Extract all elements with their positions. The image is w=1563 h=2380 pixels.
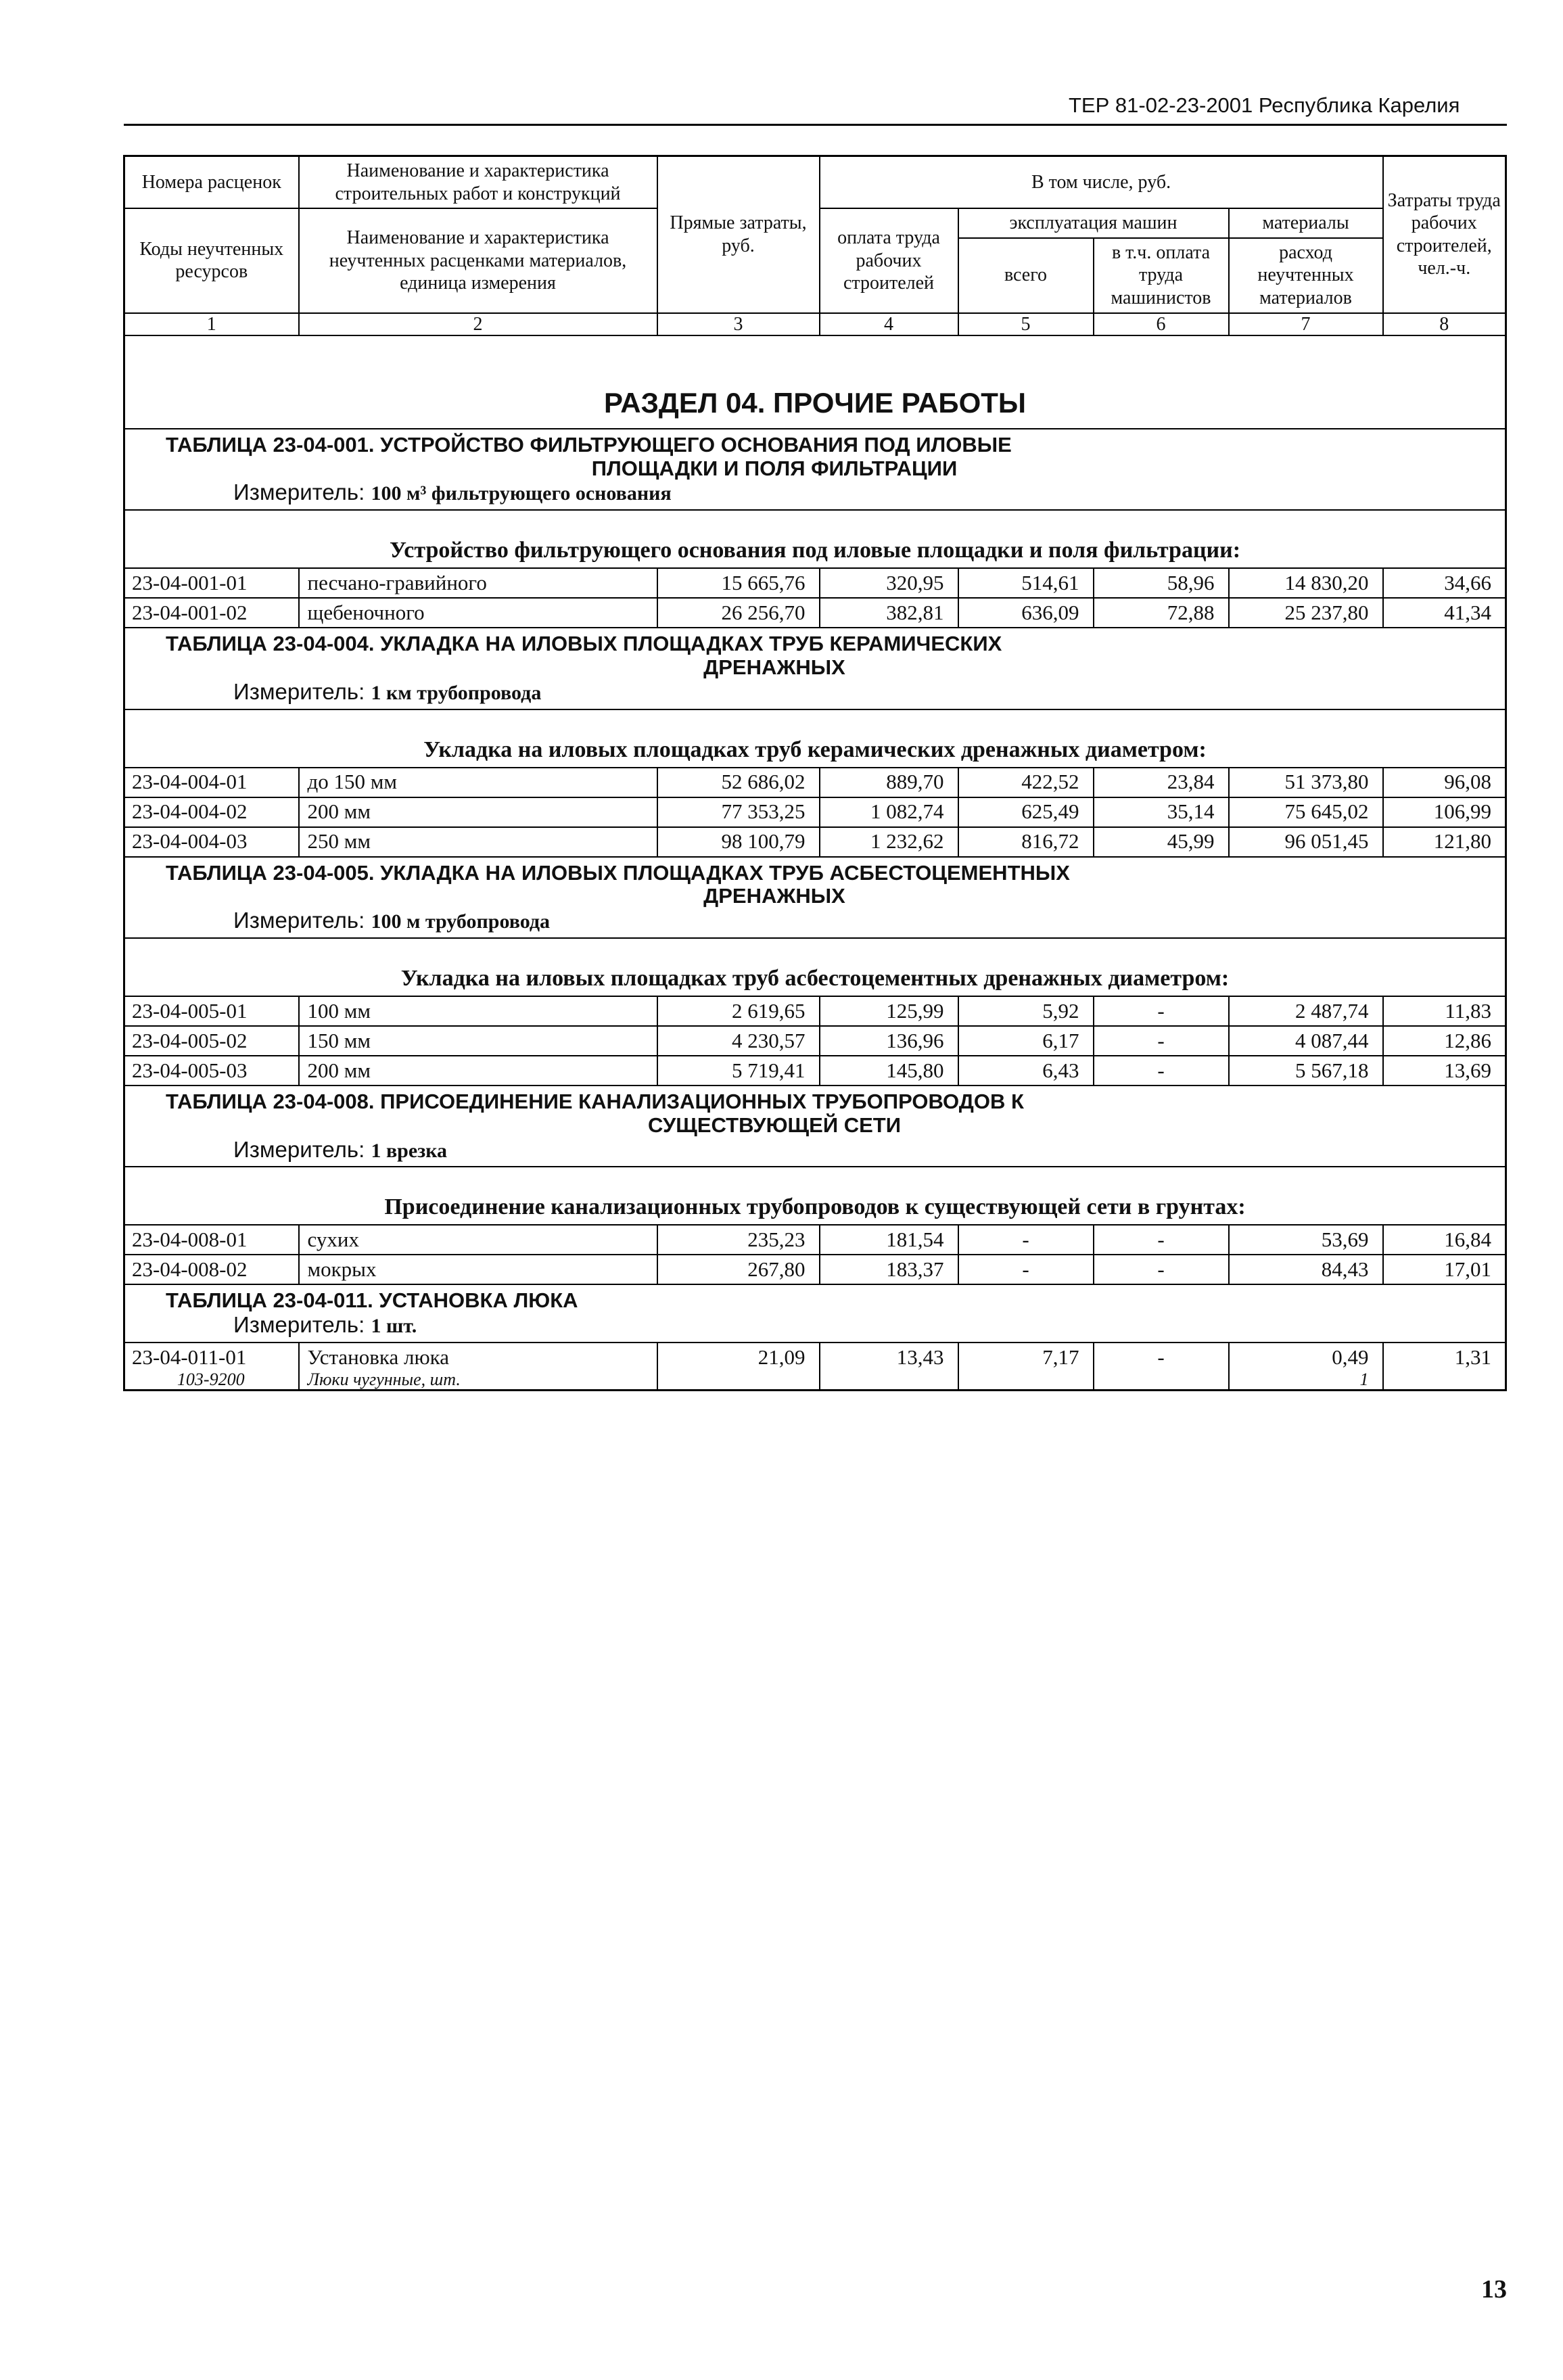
section-title: РАЗДЕЛ 04. ПРОЧИЕ РАБОТЫ: [124, 335, 1506, 429]
machines-total: 422,52: [958, 768, 1094, 797]
labor-hours: 34,66: [1383, 568, 1506, 598]
table-row: [124, 1026, 1506, 1056]
material-quantity: 1: [1359, 1369, 1369, 1389]
meter-label: Измеритель:: [233, 1136, 365, 1162]
materials: 53,69: [1229, 1225, 1383, 1255]
work-name: 200 мм: [299, 797, 657, 827]
labor-hours: 121,80: [1383, 827, 1506, 857]
table-title-line: ПЛОЩАДКИ И ПОЛЯ ФИЛЬТРАЦИИ: [591, 456, 958, 480]
operator-wages: -: [1094, 996, 1229, 1026]
worker-wages: 1 232,62: [820, 827, 958, 857]
work-name: 200 мм: [299, 1056, 657, 1086]
table-title-23-04-011: [124, 1284, 1506, 1343]
materials: 2 487,74: [1229, 996, 1383, 1026]
worker-wages: 382,81: [820, 598, 958, 628]
table-row: [124, 1343, 1506, 1390]
column-number: 5: [958, 313, 1094, 335]
header-rule: [124, 124, 1507, 126]
rate-code: 23-04-005-02: [124, 1026, 299, 1056]
table-meter: [166, 1313, 1464, 1338]
labor-hours: 11,83: [1383, 996, 1506, 1026]
group-heading: Присоединение канализационных трубопроводов к существующей сети в грунтах:: [124, 1167, 1506, 1225]
header-worker-wages: оплата труда рабочих строителей: [820, 208, 958, 312]
work-name: до 150 мм: [299, 768, 657, 797]
direct-costs: 15 665,76: [657, 568, 820, 598]
operator-wages: 72,88: [1094, 598, 1229, 628]
table-title-line: ТАБЛИЦА 23-04-005. УКЛАДКА НА ИЛОВЫХ ПЛОЩАДКАХ ТРУБ АСБЕСТОЦЕМЕНТНЫХ: [166, 860, 1070, 885]
machines-total: 6,17: [958, 1026, 1094, 1056]
table-meter: [166, 1138, 1464, 1163]
direct-costs: 235,23: [657, 1225, 820, 1255]
meter-value: 1 шт.: [371, 1315, 417, 1338]
labor-hours: 96,08: [1383, 768, 1506, 797]
labor-hours: 16,84: [1383, 1225, 1506, 1255]
header-operator-wages: в т.ч. оплата труда машинистов: [1094, 238, 1229, 313]
table-title-line: ТАБЛИЦА 23-04-008. ПРИСОЕДИНЕНИЕ КАНАЛИЗАЦИОННЫХ ТРУБОПРОВОДОВ К: [166, 1090, 1024, 1114]
meter-label: Измеритель:: [233, 480, 365, 505]
meter-value: 100 м³ фильтрующего основания: [371, 482, 672, 505]
table-row: [124, 598, 1506, 628]
column-number: 1: [124, 313, 299, 335]
worker-wages: 889,70: [820, 768, 958, 797]
work-name: 150 мм: [299, 1026, 657, 1056]
table-title-line: СУЩЕСТВУЮЩЕЙ СЕТИ: [648, 1113, 901, 1137]
direct-costs: 5 719,41: [657, 1056, 820, 1086]
header-direct-costs: Прямые затраты, руб.: [657, 156, 820, 313]
operator-wages: 23,84: [1094, 768, 1229, 797]
table-row: [124, 1225, 1506, 1255]
direct-costs: 267,80: [657, 1255, 820, 1284]
column-number: 2: [299, 313, 657, 335]
labor-hours: 1,31: [1383, 1343, 1506, 1390]
column-number: 4: [820, 313, 958, 335]
table-title-23-04-004: [124, 628, 1506, 709]
meter-value: 1 км трубопровода: [371, 681, 542, 704]
meter-label: Измеритель:: [233, 1312, 365, 1338]
materials: 4 087,44: [1229, 1026, 1383, 1056]
table-title-23-04-001: [124, 429, 1506, 510]
machines-total: 514,61: [958, 568, 1094, 598]
machines-total: 6,43: [958, 1056, 1094, 1086]
operator-wages: -: [1094, 1255, 1229, 1284]
direct-costs: 2 619,65: [657, 996, 820, 1026]
machines-total: 5,92: [958, 996, 1094, 1026]
direct-costs: 21,09: [657, 1343, 820, 1390]
document-code-header: ТЕР 81-02-23-2001 Республика Карелия: [1069, 93, 1460, 117]
rate-code: 23-04-005-01: [124, 996, 299, 1026]
header-resource-codes: Коды неучтенных ресурсов: [124, 208, 299, 312]
table-row: [124, 568, 1506, 598]
labor-hours: 17,01: [1383, 1255, 1506, 1284]
direct-costs: 26 256,70: [657, 598, 820, 628]
worker-wages: 13,43: [820, 1343, 958, 1390]
operator-wages: 35,14: [1094, 797, 1229, 827]
table-title-23-04-005: [124, 857, 1506, 938]
page-number: 13: [1481, 2275, 1507, 2304]
operator-wages: -: [1094, 1056, 1229, 1086]
header-machine-operation: эксплуатация машин: [958, 208, 1229, 238]
materials: 5 567,18: [1229, 1056, 1383, 1086]
table-title-line: ДРЕНАЖНЫХ: [703, 655, 845, 680]
table-title-line: ТАБЛИЦА 23-04-001. УСТРОЙСТВО ФИЛЬТРУЮЩЕГО ОСНОВАНИЯ ПОД ИЛОВЫЕ: [166, 432, 1012, 457]
table-row: [124, 797, 1506, 827]
labor-hours: 106,99: [1383, 797, 1506, 827]
machines-total: 625,49: [958, 797, 1094, 827]
machines-total: 7,17: [958, 1343, 1094, 1390]
materials: 25 237,80: [1229, 598, 1383, 628]
operator-wages: -: [1094, 1343, 1229, 1390]
header-unaccounted-materials: расход неучтенных материалов: [1229, 238, 1383, 313]
materials-cell: [1229, 1343, 1383, 1390]
rates-table: [123, 155, 1507, 1391]
worker-wages: 320,95: [820, 568, 958, 598]
machines-total: -: [958, 1255, 1094, 1284]
rate-code: 23-04-004-02: [124, 797, 299, 827]
direct-costs: 98 100,79: [657, 827, 820, 857]
column-number: 6: [1094, 313, 1229, 335]
header-rate-numbers: Номера расценок: [124, 156, 299, 209]
table-row: [124, 827, 1506, 857]
table-row: [124, 768, 1506, 797]
direct-costs: 77 353,25: [657, 797, 820, 827]
machines-total: -: [958, 1225, 1094, 1255]
worker-wages: 145,80: [820, 1056, 958, 1086]
column-number: 3: [657, 313, 820, 335]
materials: 51 373,80: [1229, 768, 1383, 797]
resource-code: 103-9200: [177, 1369, 245, 1389]
direct-costs: 52 686,02: [657, 768, 820, 797]
materials: 75 645,02: [1229, 797, 1383, 827]
work-name: 250 мм: [299, 827, 657, 857]
header-labor-costs: Затраты труда рабочих строителей, чел.-ч.: [1383, 156, 1506, 313]
header-machines-total: всего: [958, 238, 1094, 313]
header-materials: материалы: [1229, 208, 1383, 238]
header-work-name: Наименование и характеристика строительных работ и конструкций: [299, 156, 657, 209]
table-meter: [166, 680, 1464, 705]
worker-wages: 181,54: [820, 1225, 958, 1255]
materials: 0,49: [1332, 1345, 1369, 1370]
machines-total: 636,09: [958, 598, 1094, 628]
rate-code: 23-04-011-01: [132, 1345, 247, 1370]
table-title-line: ТАБЛИЦА 23-04-004. УКЛАДКА НА ИЛОВЫХ ПЛОЩАДКАХ ТРУБ КЕРАМИЧЕСКИХ: [166, 632, 1002, 656]
header-material-name: Наименование и характеристика неучтенных расценками материалов, единица измерения: [299, 208, 657, 312]
worker-wages: 183,37: [820, 1255, 958, 1284]
table-meter: [166, 908, 1464, 933]
labor-hours: 12,86: [1383, 1026, 1506, 1056]
work-name: песчано-гравийного: [299, 568, 657, 598]
header-including: В том числе, руб.: [820, 156, 1383, 209]
rate-code: 23-04-004-01: [124, 768, 299, 797]
meter-label: Измеритель:: [233, 678, 365, 704]
materials: 14 830,20: [1229, 568, 1383, 598]
table-row: [124, 1255, 1506, 1284]
table-title-23-04-008: [124, 1086, 1506, 1167]
rate-code: 23-04-001-02: [124, 598, 299, 628]
operator-wages: 45,99: [1094, 827, 1229, 857]
worker-wages: 136,96: [820, 1026, 958, 1056]
group-heading: Устройство фильтрующего основания под иловые площадки и поля фильтрации:: [124, 510, 1506, 568]
work-name: щебеночного: [299, 598, 657, 628]
table-meter: [166, 480, 1464, 505]
column-number: 8: [1383, 313, 1506, 335]
work-name: сухих: [299, 1225, 657, 1255]
table-title-line: ДРЕНАЖНЫХ: [703, 884, 845, 908]
materials: 96 051,45: [1229, 827, 1383, 857]
materials: 84,43: [1229, 1255, 1383, 1284]
operator-wages: -: [1094, 1026, 1229, 1056]
rate-code: 23-04-005-03: [124, 1056, 299, 1086]
rate-code: 23-04-004-03: [124, 827, 299, 857]
work-name: Установка люка: [307, 1345, 449, 1370]
direct-costs: 4 230,57: [657, 1026, 820, 1056]
column-number: 7: [1229, 313, 1383, 335]
column-numbers-row: [124, 313, 1506, 335]
worker-wages: 125,99: [820, 996, 958, 1026]
rate-code: 23-04-008-01: [124, 1225, 299, 1255]
machines-total: 816,72: [958, 827, 1094, 857]
rate-code-cell: [124, 1343, 299, 1390]
worker-wages: 1 082,74: [820, 797, 958, 827]
group-heading: Укладка на иловых площадках труб асбестоцементных дренажных диаметром:: [124, 938, 1506, 996]
labor-hours: 41,34: [1383, 598, 1506, 628]
rate-code: 23-04-001-01: [124, 568, 299, 598]
operator-wages: -: [1094, 1225, 1229, 1255]
work-name-cell: [299, 1343, 657, 1390]
rate-code: 23-04-008-02: [124, 1255, 299, 1284]
meter-value: 1 врезка: [371, 1139, 448, 1162]
work-name: 100 мм: [299, 996, 657, 1026]
work-name: мокрых: [299, 1255, 657, 1284]
group-heading: Укладка на иловых площадках труб керамических дренажных диаметром:: [124, 709, 1506, 768]
material-name: Люки чугунные, шт.: [307, 1369, 461, 1389]
operator-wages: 58,96: [1094, 568, 1229, 598]
labor-hours: 13,69: [1383, 1056, 1506, 1086]
meter-value: 100 м трубопровода: [371, 910, 551, 933]
table-title-line: ТАБЛИЦА 23-04-011. УСТАНОВКА ЛЮКА: [166, 1288, 578, 1313]
meter-label: Измеритель:: [233, 908, 365, 933]
table-row: [124, 1056, 1506, 1086]
table-row: [124, 996, 1506, 1026]
